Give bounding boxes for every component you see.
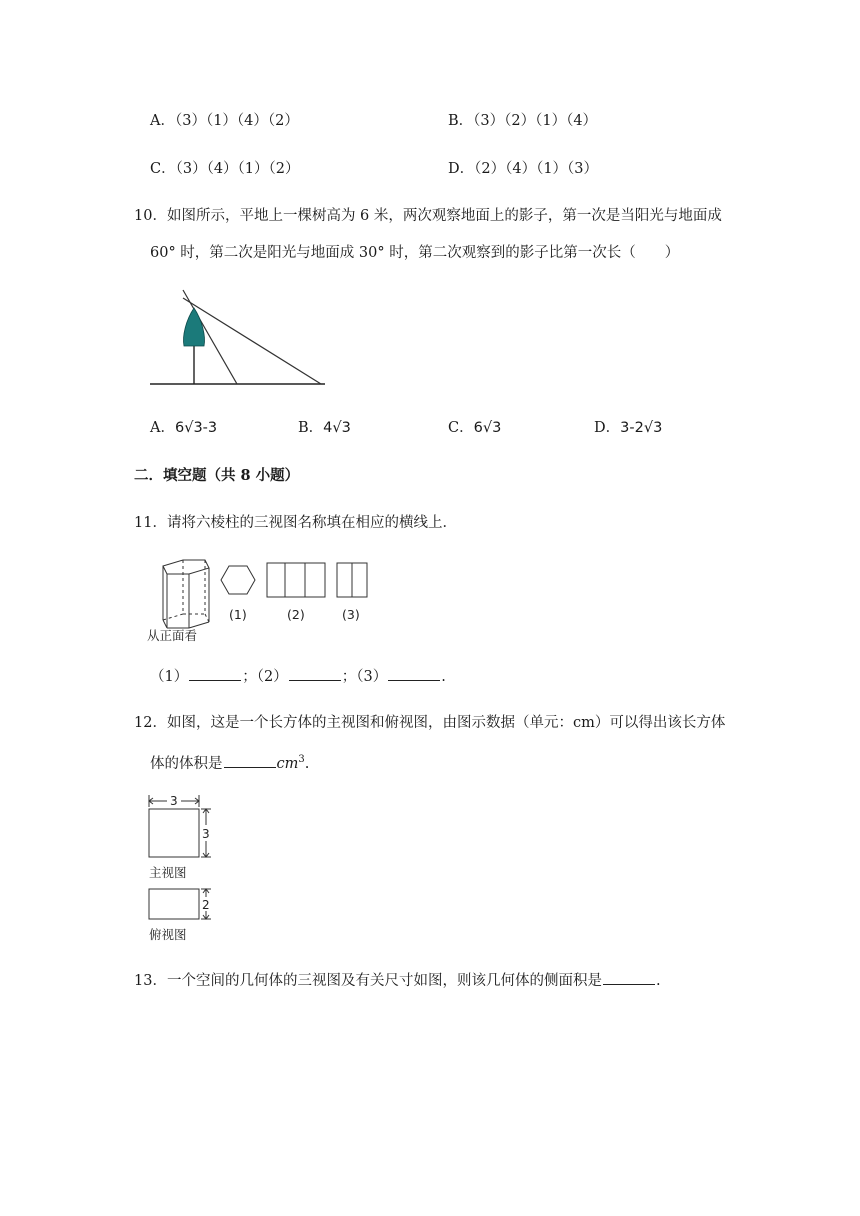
q11-blank-1[interactable] bbox=[189, 666, 241, 681]
q11-hexprism-figure bbox=[145, 556, 375, 646]
q11-blank-2[interactable] bbox=[289, 666, 341, 681]
q10-option-c: C．6√3 bbox=[448, 420, 502, 436]
dim-side-label: 3 bbox=[202, 827, 210, 841]
q13-blank[interactable] bbox=[603, 970, 655, 985]
top-view-rect bbox=[149, 889, 199, 919]
dim-top-label: 3 bbox=[170, 794, 178, 808]
view-3-label: (3) bbox=[342, 607, 360, 622]
tree-crown bbox=[183, 308, 204, 346]
view-2-rectangle bbox=[267, 563, 325, 597]
view-1-label: (1) bbox=[229, 607, 247, 622]
q11-blank-3[interactable] bbox=[388, 666, 440, 681]
section-heading: 二．填空题（共 8 小题） bbox=[134, 467, 300, 484]
q11-figure-caption: 从正面看 bbox=[147, 628, 198, 643]
view-2-label: (2) bbox=[287, 607, 305, 622]
q9-option-a: A．（3）（1）（4）（2） bbox=[150, 113, 299, 129]
q13-text: 13．一个空间的几何体的三视图及有关尺寸如图，则该几何体的侧面积是 . bbox=[134, 970, 661, 991]
q10-tree-figure bbox=[145, 286, 335, 390]
q10-option-b: B．4√3 bbox=[298, 420, 351, 436]
q9-option-b: B．（3）（2）（1）（4） bbox=[448, 113, 598, 129]
q12-text-line1: 12．如图，这是一个长方体的主视图和俯视图，由图示数据（单元：cm）可以得出该长方体 bbox=[134, 715, 726, 731]
q10-text-line2: 60° 时，第二次是阳光与地面成 30° 时，第二次观察到的影子比第一次长（ ） bbox=[150, 245, 680, 261]
q10-text-line1: 10．如图所示，平地上一棵树高为 6 米，两次观察地面上的影子，第一次是当阳光与地面成 bbox=[134, 208, 722, 224]
q11-text: 11．请将六棱柱的三视图名称填在相应的横线上． bbox=[134, 515, 457, 531]
q10-option-d: D．3-2√3 bbox=[594, 420, 663, 436]
q11-answer-line: （1） ；（2） ；（3） . bbox=[150, 666, 446, 687]
front-view-rect bbox=[149, 809, 199, 857]
q10-option-a: A．6√3-3 bbox=[150, 420, 218, 436]
dim-topview-label: 2 bbox=[202, 898, 210, 912]
view-3-rectangle bbox=[337, 563, 367, 597]
view-1-hexagon bbox=[221, 566, 255, 594]
q9-option-c: C．（3）（4）（1）（2） bbox=[150, 161, 300, 177]
q9-option-d: D．（2）（4）（1）（3） bbox=[448, 161, 599, 177]
hex-prism-drawing bbox=[163, 560, 209, 628]
q12-text-line2: 体的体积是 $cm^3$. bbox=[150, 754, 310, 772]
q12-views-figure bbox=[145, 793, 225, 945]
q12-blank[interactable] bbox=[224, 753, 276, 768]
top-view-caption: 俯视图 bbox=[149, 927, 187, 942]
front-view-caption: 主视图 bbox=[149, 865, 187, 880]
